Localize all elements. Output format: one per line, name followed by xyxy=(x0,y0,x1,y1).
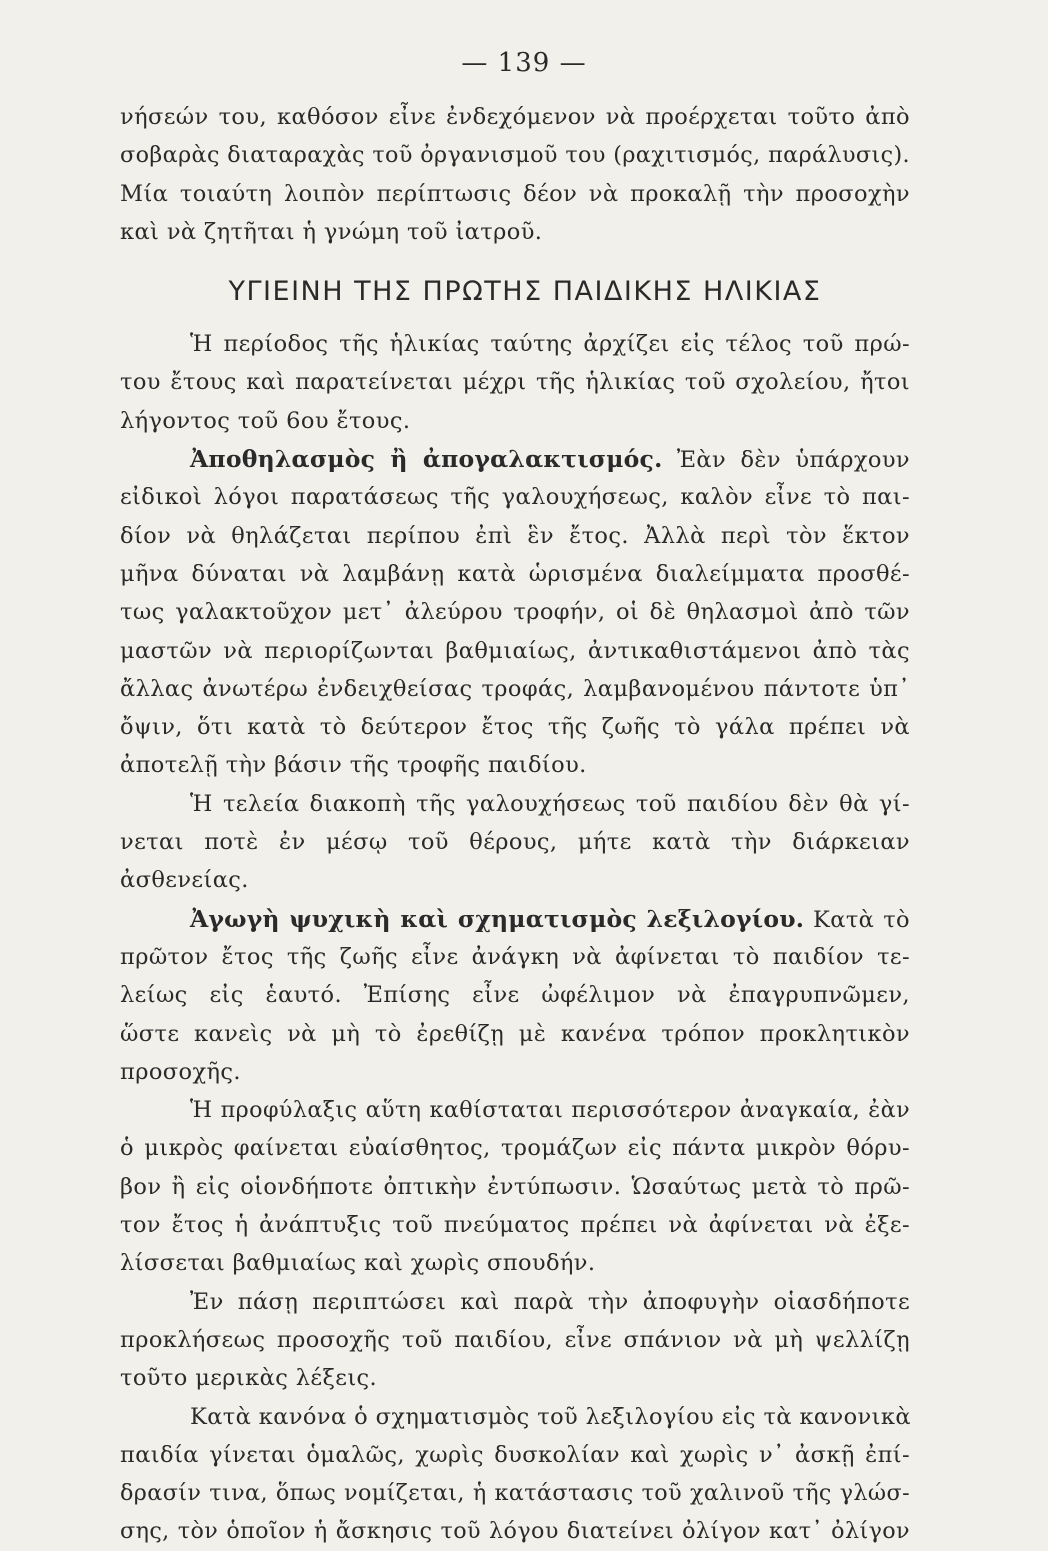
text-line: δρασίν τινα, ὅπως νομίζεται, ἡ κατάστασις τοῦ χαλινοῦ τῆς γλώσ- xyxy=(120,1480,910,1507)
text-line: Ἡ περίοδος τῆς ἡλικίας ταύτης ἀρχίζει εἰς τέλος τοῦ πρώ- xyxy=(190,331,910,358)
text-line: ὥστε κανεὶς νὰ μὴ τὸ ἐρεθίζῃ μὲ κανένα τρόπον προκλητικὸν xyxy=(120,1020,910,1047)
text-line: σοβαρὰς διαταραχὰς τοῦ ὀργανισμοῦ του (ραχιτισμός, παράλυσις). xyxy=(120,142,911,169)
text-line xyxy=(120,900,910,938)
text-line: ὄψιν, ὅτι κατὰ τὸ δεύτερον ἔτος τῆς ζωῆς τὸ γάλα πρέπει νὰ xyxy=(120,714,910,741)
text-line: τον ἔτος ἡ ἀνάπτυξις τοῦ πνεύματος πρέπει νὰ ἀφίνεται νὰ ἐξε- xyxy=(120,1212,910,1239)
text-line: τοῦτο μερικὰς λέξεις. xyxy=(120,1365,378,1392)
subheading-weaning: Ἀποθηλασμὸς ἢ ἀπογαλακτισμός. xyxy=(190,445,663,474)
text-line: προσοχῆς. xyxy=(120,1058,241,1085)
text-line: νήσεών του, καθόσον εἶνε ἐνδεχόμενον νὰ προέρχεται τοῦτο ἀπὸ xyxy=(120,104,910,130)
text-run: Κατὰ τὸ xyxy=(813,906,910,933)
text-line: βον ἢ εἰς οἱονδήποτε ὀπτικὴν ἐντύπωσιν. Ὡσαύτως μετὰ τὸ πρῶ- xyxy=(120,1173,910,1200)
body-text xyxy=(120,98,910,1551)
text-line: λίσσεται βαθμιαίως καὶ χωρὶς σπουδήν. xyxy=(120,1250,596,1277)
text-line: Ἡ τελεία διακοπὴ τῆς γαλουχήσεως τοῦ παιδίου δὲν θὰ γί- xyxy=(190,790,910,817)
text-line: ἀσθενείας. xyxy=(120,867,249,894)
text-line: ἄλλας ἀνωτέρω ἐνδειχθείσας τροφάς, λαμβανομένου πάντοτε ὑπ᾿ xyxy=(120,675,910,702)
page-number: — 139 — xyxy=(461,48,587,78)
text-line: δίον νὰ θηλάζεται περίπου ἐπὶ ἓν ἔτος. Ἀλλὰ περὶ τὸν ἕκτον xyxy=(120,522,910,549)
text-line: του ἔτους καὶ παρατείνεται μέχρι τῆς ἡλικίας τοῦ σχολείου, ἤτοι xyxy=(120,369,910,396)
text-run: Ἐὰν δὲν ὑπάρχουν xyxy=(676,447,910,474)
text-line: λείως εἰς ἑαυτό. Ἐπίσης εἶνε ὠφέλιμον νὰ ἐπαγρυπνῶμεν, xyxy=(120,982,910,1009)
text-line xyxy=(120,440,910,478)
section-heading: ΥΓΙΕΙΝΗ ΤΗΣ ΠΡΩΤΗΣ ΠΑΙΔΙΚΗΣ ΗΛΙΚΙΑΣ xyxy=(228,276,822,308)
text-line: καὶ νὰ ζητῆται ἡ γνώμη τοῦ ἰατροῦ. xyxy=(120,218,543,245)
text-line: μῆνα δύναται νὰ λαμβάνῃ κατὰ ὡρισμένα διαλείμματα προσθέ- xyxy=(120,560,910,587)
text-line: λήγοντος τοῦ 6ου ἔτους. xyxy=(120,407,411,434)
text-line: πρῶτον ἔτος τῆς ζωῆς εἶνε ἀνάγκη νὰ ἀφίνεται τὸ παιδίον τε- xyxy=(120,943,910,970)
text-line: σης, τὸν ὁποῖον ἡ ἄσκησις τοῦ λόγου διατείνει ὀλίγον κατ᾿ ὀλίγον xyxy=(120,1518,910,1545)
text-line: ὁ μικρὸς φαίνεται εὐαίσθητος, τρομάζων εἰς πάντα μικρὸν θόρυ- xyxy=(120,1135,910,1162)
subheading-education: Ἀγωγὴ ψυχικὴ καὶ σχηματισμὸς λεξιλογίου. xyxy=(190,904,805,933)
text-line: εἰδικοὶ λόγοι παρατάσεως τῆς γαλουχήσεως, καλὸν εἶνε τὸ παι- xyxy=(120,484,910,511)
text-line: νεται ποτὲ ἐν μέσῳ τοῦ θέρους, μήτε κατὰ τὴν διάρκειαν xyxy=(120,829,910,856)
text-line: Μία τοιαύτη λοιπὸν περίπτωσις δέον νὰ προκαλῇ τὴν προσοχὴν xyxy=(120,180,910,207)
text-line: Ἡ προφύλαξις αὕτη καθίσταται περισσότερον ἀναγκαία, ἐὰν xyxy=(190,1097,910,1124)
text-line: μαστῶν νὰ περιορίζωνται βαθμιαίως, ἀντικαθιστάμενοι ἀπὸ τὰς xyxy=(120,637,910,664)
text-line: παιδία γίνεται ὁμαλῶς, χωρὶς δυσκολίαν καὶ χωρὶς ν᾿ ἀσκῇ ἐπί- xyxy=(120,1441,910,1468)
text-line: Ἐν πάσῃ περιπτώσει καὶ παρὰ τὴν ἀποφυγὴν οἱασδήποτε xyxy=(190,1288,910,1315)
text-line: ἀποτελῇ τὴν βάσιν τῆς τροφῆς παιδίου. xyxy=(120,752,587,779)
text-line: τως γαλακτοῦχον μετ᾿ ἀλεύρου τροφήν, οἱ δὲ θηλασμοὶ ἀπὸ τῶν xyxy=(120,599,910,626)
text-line: προκλήσεως προσοχῆς τοῦ παιδίου, εἶνε σπάνιον νὰ μὴ ψελλίζῃ xyxy=(120,1326,910,1353)
text-line: Κατὰ κανόνα ὁ σχηματισμὸς τοῦ λεξιλογίου εἰς τὰ κανονικὰ xyxy=(190,1403,911,1430)
